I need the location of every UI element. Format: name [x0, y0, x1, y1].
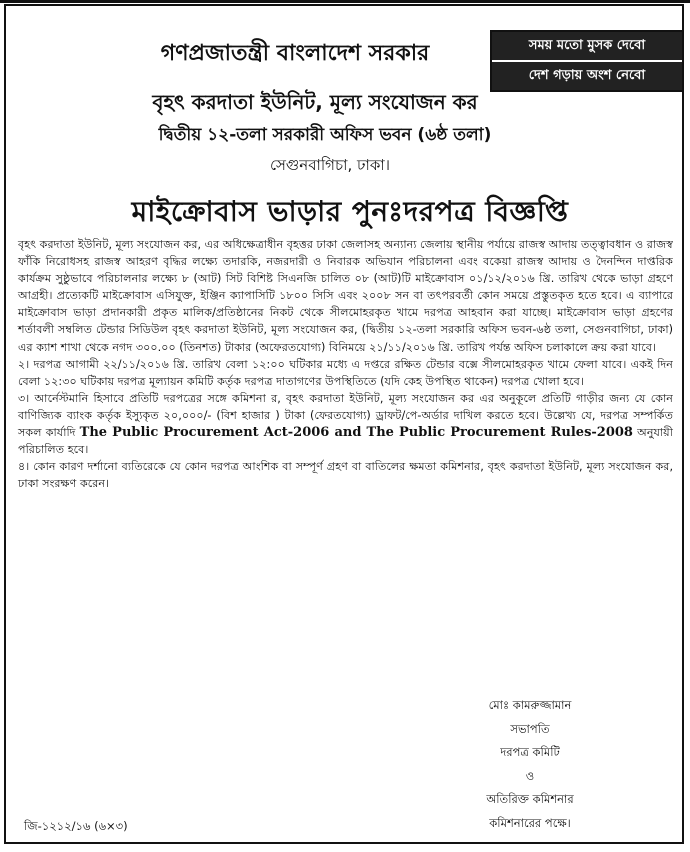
paragraph-3-tail: অনুযায়ী পরিচালিত হবে। [18, 426, 673, 457]
paragraph-1: বৃহৎ করদাতা ইউনিট, মূল্য সংযোজন কর, এর অধিক্ষেত্রাধীন বৃহত্তর ঢাকা জেলাসহ অন্যান্য জেলায় স্থানীয় পর্যায়ে রাজস্ব আদায় তত্ত্বাবধান ও রাজস্ব ফাঁকি নিরোধসহ রাজস্ব আহরণ বৃদ্ধির লক্ষ্যে তদারকি, নজরদারী ও নিবারক অভিযান পরিচালনা এবং বকেয়া রাজস্ব আদায় ও দৈনন্দিন দাপ্তরিক কার্যক্রম সুষ্ঠুভাবে পরিচালনার লক্ষ্যে ৮ (আট) সিট বিশিষ্ট সিএনজি চালিত ০৮ (আট)টি মাইক্রোবাস ০১/১২/২০১৬ খ্রি. তারিখ থেকে ভাড়া গ্রহণে আগ্রহী। প্রত্যেকটি মাইক্রোবাস এসিযুক্ত, ইঞ্জিন ক্যাপাসিটি ১৮০০ সিসি এবং ২০০৮ সন বা তৎপরবর্তী কোন সময়ে প্রস্তুতকৃত হতে হবে। এ ব্যাপারে মাইক্রোবাস ভাড়া প্রদানকারী প্রকৃত মালিক/প্রতিষ্ঠানের নিকট থেকে সীলমোহরকৃত খামে দরপত্র আহবান করা যাচ্ছে। মাইক্রোবাস ভাড়া গ্রহণের শর্তাবলী সম্বলিত টেন্ডার সিডিউল বৃহৎ করদাতা ইউনিট, মূল্য সংযোজন কর, (দ্বিতীয় ১২-তলা সরকারি অফিস ভবন-৬ষ্ঠ তলা, সেগুনবাগিচা, ঢাকা) এর ক্যাশ শাখা থেকে নগদ ৩০০.০০ (তিনশত) টাকার (অফেরতযোগ্য) বিনিময়ে ২১/১১/২০১৬ খ্রি. তারিখ পর্যন্ত অফিস চলাকালে ক্রয় করা যাবে। [18, 238, 673, 354]
signatory-name: মোঃ কামরুজ্জামান [488, 698, 572, 712]
signature-block [420, 694, 640, 835]
notice-body [18, 236, 673, 492]
paragraph-2: ২। দরপত্র আগামী ২২/১১/২০১৬ খ্রি. তারিখ বেলা ১২:০০ ঘটিকার মধ্যে এ দপ্তরে রক্ষিত টেন্ডার বক্সে সীলমোহরকৃত খামে ফেলা যাবে। একই দিন বেলা ১২:৩০ ঘটিকায় দরপত্র মূল্যায়ন কমিটি কর্তৃক দরপত্র দাতাগণের উপস্থিতিতে (যদি কেহ উপস্থিত থাকেন) দরপত্র খোলা হবে। [18, 357, 673, 388]
paragraph-3 [18, 390, 673, 458]
signatory-and: ও [525, 768, 535, 783]
top-rule [0, 0, 690, 3]
paragraph-3-text: ৩। আর্নেস্টমানি হিসাবে প্রতিটি দরপত্রের সঙ্গে কমিশনা র, বৃহৎ করদাতা ইউনিট, মূল্য সংযোজন কর এর অনুকূলে প্রতিটি গাড়ীর জন্য যে কোন বাণিজ্যিক ব্যাংক কর্তৃক ইস্যুকৃত ২০,০০০/- (বিশ হাজার ) টাকা (ফেরতযোগ্য) ড্রাফট/পে-অর্ডার দাখিল করতে হবে। উল্লেখ্য যে, দরপত্র সম্পর্কিত সকল কার্যাদি [18, 391, 673, 440]
signatory-role-committee: দরপত্র কমিটি [500, 745, 560, 759]
unit-name: বৃহৎ করদাতা ইউনিট, মূল্য সংযোজন কর [152, 90, 478, 114]
slogan-badge [490, 30, 684, 92]
signatory-role-chair: সভাপতি [510, 721, 550, 736]
slogan-line-2: দেশ গড়ায় অংশ নেবো [528, 68, 646, 83]
paragraph-4: ৪। কোন কারণ দর্শানো ব্যতিরেকে যে কোন দরপত্র আংশিক বা সম্পূর্ণ গ্রহণ বা বাতিলের ক্ষমতা কমিশনার, বৃহৎ করদাতা ইউনিট, মূল্য সংযোজন কর, ঢাকা সংরক্ষণ করেন। [18, 460, 673, 491]
reference-code: জি-১২১২/১৬ (৬×৩) [24, 819, 128, 833]
notice-title: মাইক্রোবাস ভাড়ার পুনঃদরপত্র বিজ্ঞপ্তি [131, 195, 569, 228]
government-name: গণপ্রজাতন্ত্রী বাংলাদেশ সরকার [160, 41, 430, 66]
building-address: দ্বিতীয় ১২-তলা সরকারী অফিস ভবন (৬ষ্ঠ তলা) [158, 125, 492, 145]
signatory-role-additional: অতিরিক্ত কমিশনার [486, 792, 574, 806]
slogan-line-1: সময় মতো মুসক দেবো [492, 32, 682, 62]
signatory-role-behalf: কমিশনারের পক্ষে। [489, 815, 571, 830]
location: সেগুনবাগিচা, ঢাকা। [269, 156, 391, 174]
procurement-act-text: The Public Procurement Act-2006 and The Public Procurement Rules-2008 [79, 425, 633, 441]
